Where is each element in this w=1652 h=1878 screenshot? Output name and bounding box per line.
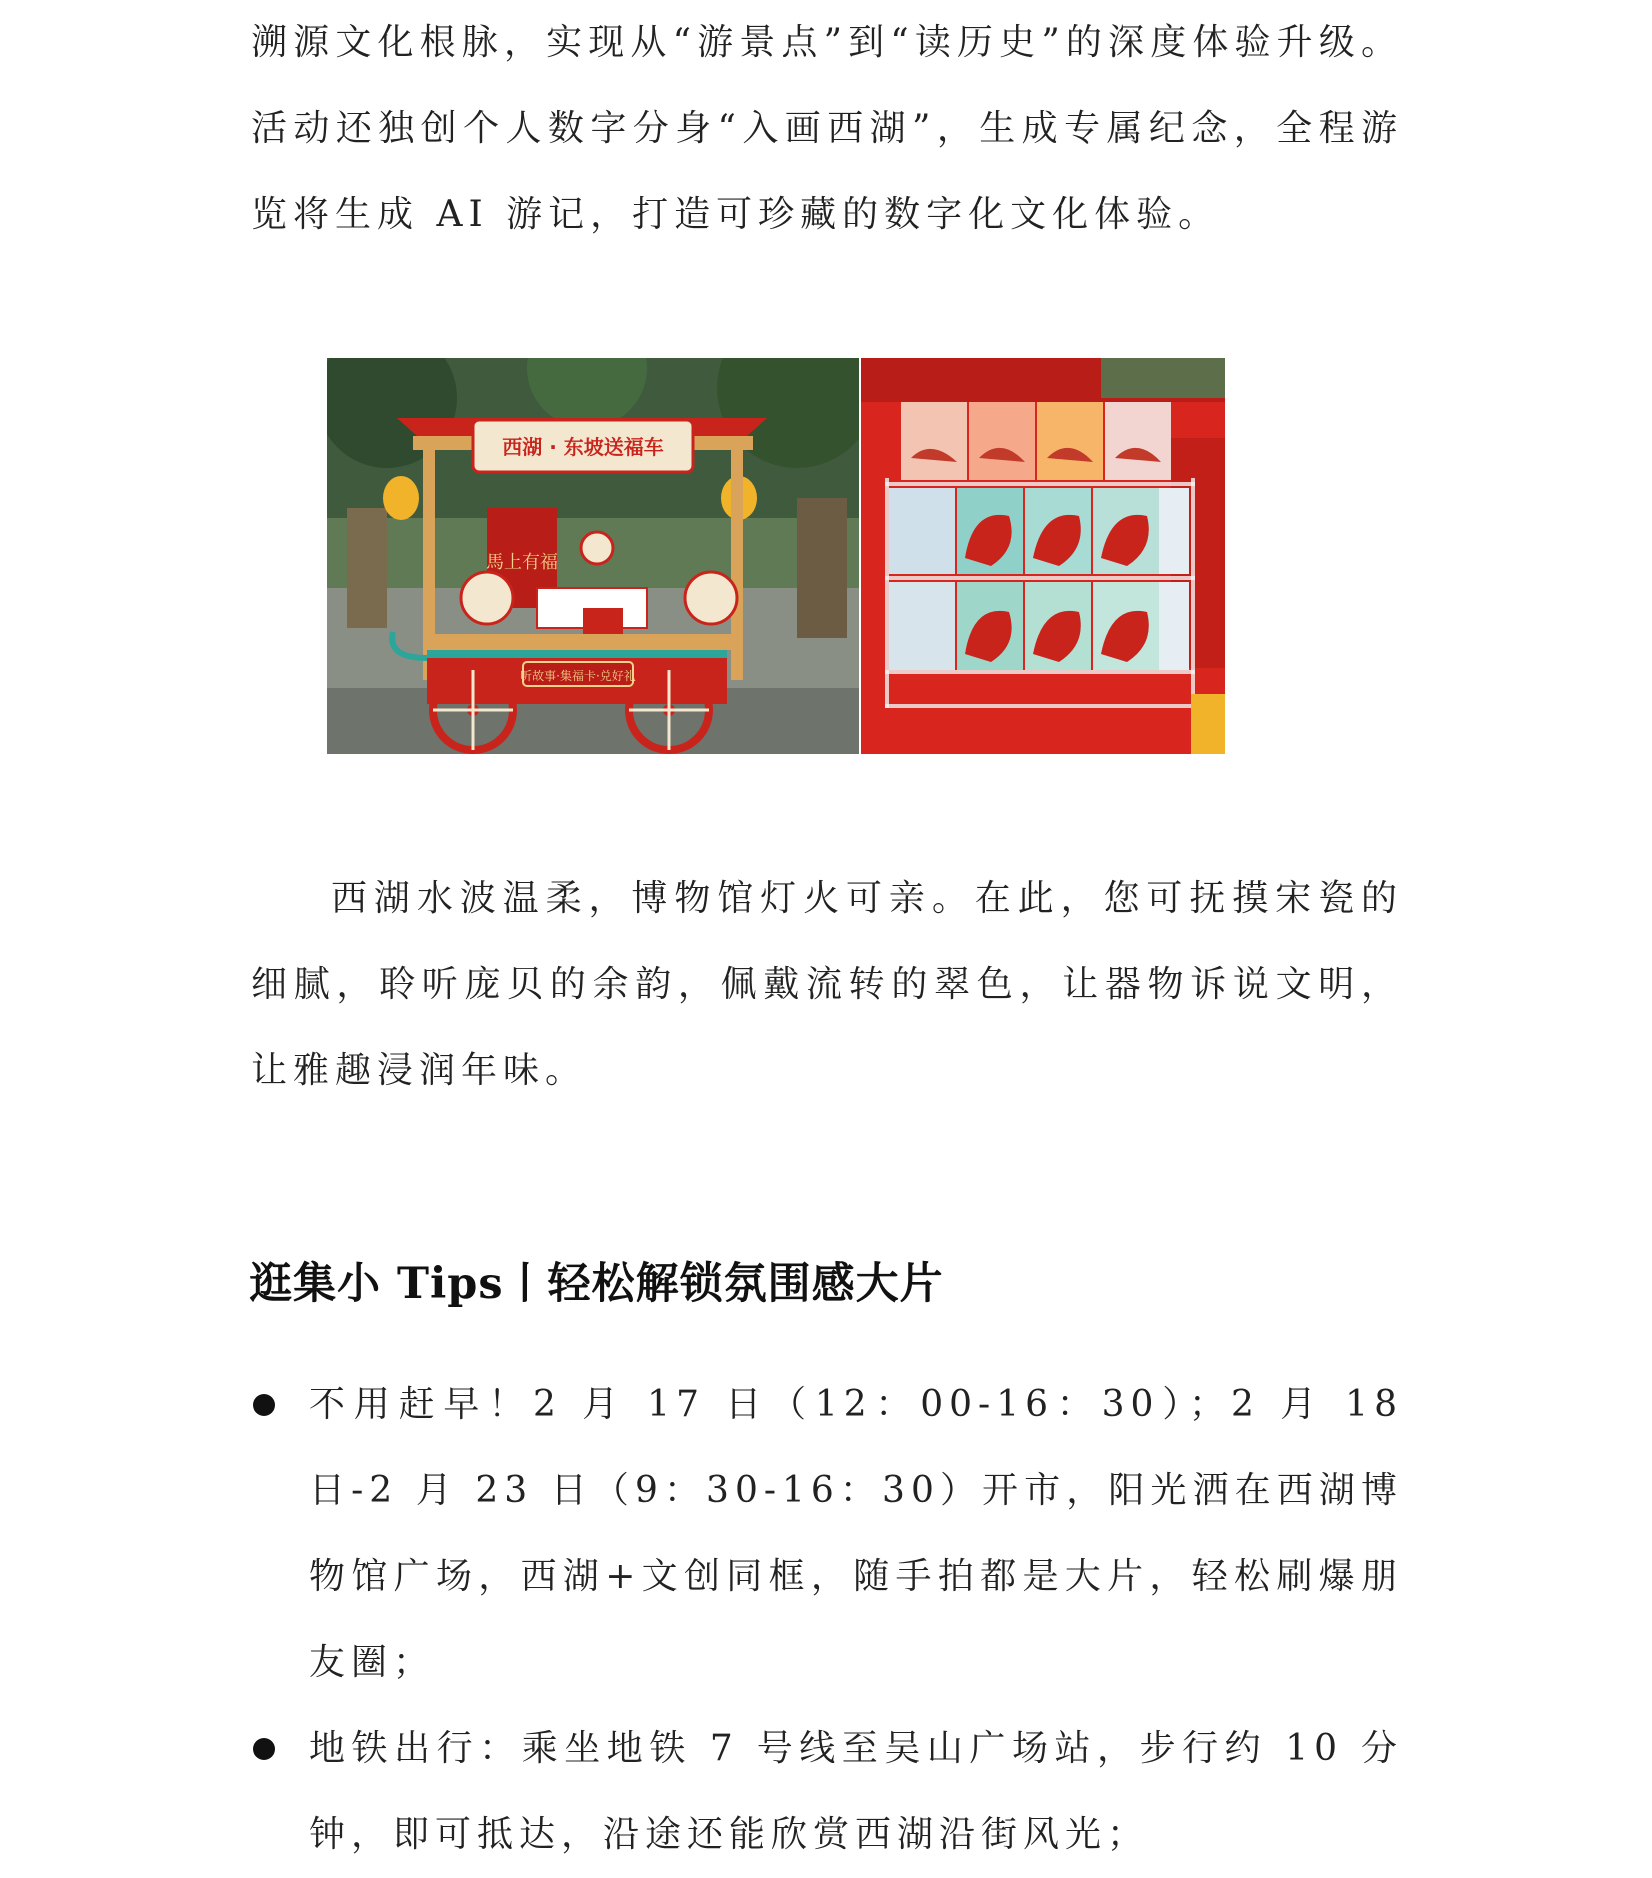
cart-sign-text: 西湖 · 东坡送福车 [502,435,664,459]
tip-opening-hours: 不用赶早！2 月 17 日（12：00-16：30）；2 月 18 日-2 月 23 日（9：30-16：30）开市，阳光洒在西湖博物馆广场，西湖+文创同框，随手拍都是大片，轻松刷爆朋友圈； [309,1384,1403,1683]
tips-heading: 逛集小 Tips丨轻松解锁氛围感大片 [249,1259,944,1309]
blessing-cart-illustration [327,358,859,754]
intro-paragraph: 溯源文化根脉，实现从“游景点”到“读历史”的深度体验升级。活动还独创个人数字分身“入画西湖”，生成专属纪念，全程游览将生成 AI 游记，打造可珍藏的数字化文化体验。 [251,22,1403,235]
cart-side-text: 馬上有福 [486,552,558,573]
photo-pair [327,358,1225,754]
list-item [251,1706,1403,1878]
tips-list [251,1362,1403,1878]
blessing-cart-photo [327,358,859,754]
cart-banner-text: 听故事·集福卡·兑好礼 [520,669,636,683]
tip-metro: 地铁出行：乘坐地铁 7 号线至吴山广场站，步行约 10 分钟，即可抵达，沿途还能欣赏西湖沿街风光； [309,1728,1403,1855]
museum-paragraph: 西湖水波温柔，博物馆灯火可亲。在此，您可抚摸宋瓷的细腻，聆听庞贝的余韵，佩戴流转的翠色，让器物诉说文明，让雅趣浸润年味。 [251,878,1403,1091]
postcard-stand-photo [861,358,1225,754]
postcard-stand-illustration [861,358,1225,754]
bullet-icon [253,1738,275,1760]
bullet-icon [253,1394,275,1416]
list-item [251,1362,1403,1706]
